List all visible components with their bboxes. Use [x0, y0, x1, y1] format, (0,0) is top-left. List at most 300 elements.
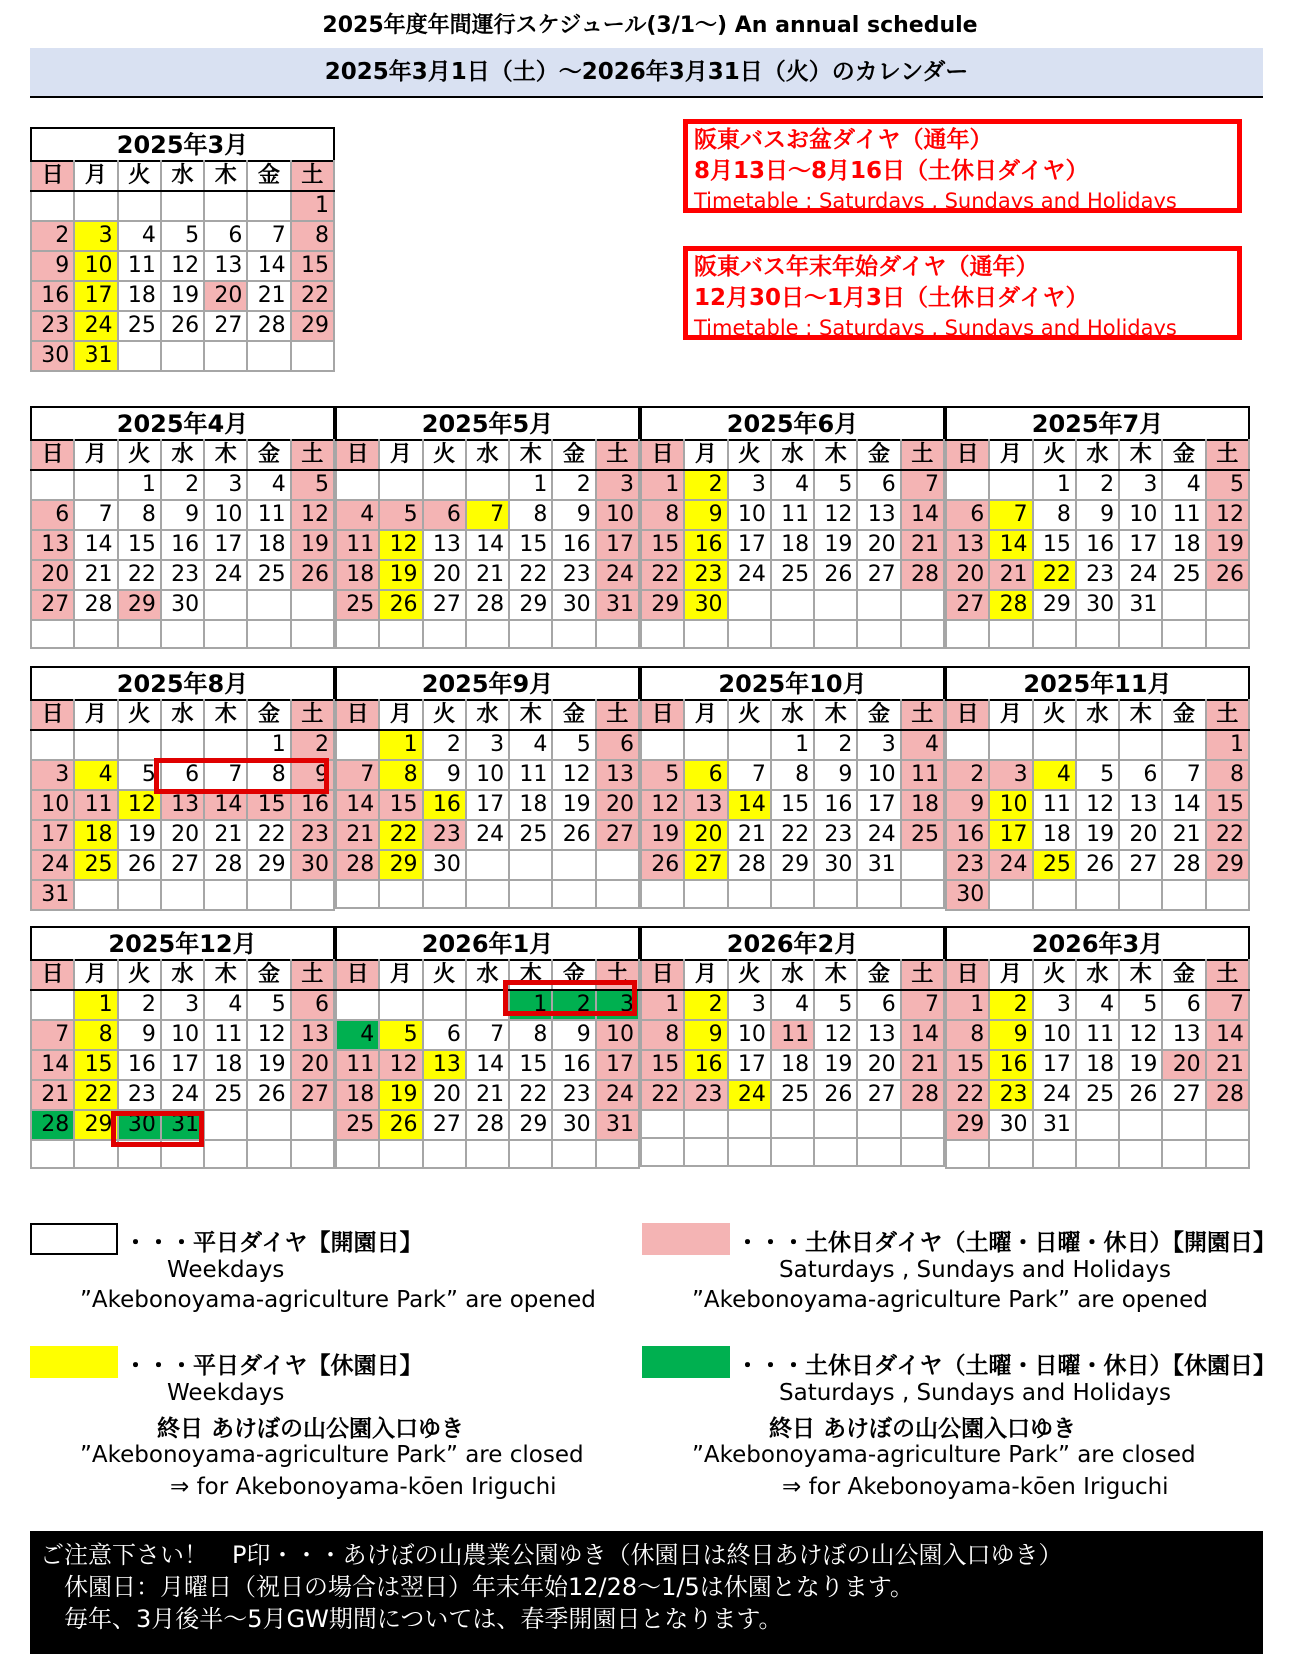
calendar-day: 3	[989, 760, 1032, 790]
calendar-day: 29	[509, 590, 552, 620]
calendar-empty-cell	[1162, 730, 1205, 760]
calendar-day: 18	[74, 820, 117, 850]
calendar-day: 13	[857, 500, 900, 530]
calendar-empty-cell	[509, 620, 552, 648]
calendar-day: 3	[728, 470, 771, 500]
calendar-day: 27	[31, 590, 74, 620]
weekday-header: 月	[989, 960, 1032, 990]
calendar-empty-cell	[423, 880, 466, 908]
calendar-day: 28	[74, 590, 117, 620]
calendar-day: 19	[814, 530, 857, 560]
calendar-day: 2	[552, 990, 595, 1020]
calendar-empty-cell	[31, 1140, 74, 1168]
weekday-header: 月	[684, 440, 727, 470]
calendar-empty-cell	[1033, 880, 1076, 910]
calendar-day: 12	[247, 1020, 290, 1050]
calendar-empty-cell	[901, 590, 944, 620]
calendar-day: 9	[423, 760, 466, 790]
calendar-day: 30	[989, 1110, 1032, 1140]
calendar-day: 31	[596, 1110, 639, 1140]
calendar-day: 30	[552, 1110, 595, 1140]
calendar-day: 1	[118, 470, 161, 500]
calendar-day: 1	[641, 470, 684, 500]
weekday-header: 金	[552, 960, 595, 990]
calendar-day: 9	[552, 1020, 595, 1050]
calendar-day: 17	[989, 820, 1032, 850]
calendar-day: 17	[1033, 1050, 1076, 1080]
weekday-header: 水	[771, 960, 814, 990]
month-title: 2025年5月	[335, 406, 640, 439]
calendar-day: 13	[423, 530, 466, 560]
calendar-day: 22	[118, 560, 161, 590]
month-title: 2025年10月	[640, 666, 945, 699]
weekday-header: 火	[423, 440, 466, 470]
weekday-header: 日	[336, 960, 379, 990]
calendar-day: 15	[509, 530, 552, 560]
calendar-day: 11	[1033, 790, 1076, 820]
calendar-day: 21	[1206, 1050, 1249, 1080]
calendar-day: 5	[1076, 760, 1119, 790]
calendar-day: 24	[857, 820, 900, 850]
calendar-day: 3	[857, 730, 900, 760]
calendar-day: 17	[1119, 530, 1162, 560]
calendar-empty-cell	[728, 620, 771, 648]
calendar-empty-cell	[814, 1138, 857, 1166]
calendar-empty-cell	[161, 730, 204, 760]
calendar-day: 16	[161, 530, 204, 560]
calendar-day: 7	[466, 1020, 509, 1050]
calendar-day: 29	[641, 590, 684, 620]
weekday-header: 日	[946, 960, 989, 990]
calendar-day: 26	[1076, 850, 1119, 880]
calendar-day: 20	[204, 281, 247, 311]
calendar-day: 13	[161, 790, 204, 820]
weekday-header: 土	[291, 700, 334, 730]
calendar-day: 4	[771, 990, 814, 1020]
calendar-day: 23	[31, 311, 74, 341]
calendar-day: 8	[1033, 500, 1076, 530]
calendar-day: 27	[291, 1080, 334, 1110]
calendar-day: 20	[423, 560, 466, 590]
calendar-day: 8	[509, 1020, 552, 1050]
legend-english: ⇒ for Akebonoyama-kōen Iriguchi	[782, 1474, 1169, 1500]
weekday-header: 土	[596, 440, 639, 470]
calendar-day: 22	[379, 820, 422, 850]
calendar-day: 20	[1162, 1050, 1205, 1080]
weekday-header: 木	[1119, 440, 1162, 470]
calendar-day: 7	[1162, 760, 1205, 790]
calendar-day: 30	[118, 1110, 161, 1140]
calendar-empty-cell	[989, 730, 1032, 760]
calendar-day: 25	[118, 311, 161, 341]
calendar-empty-cell	[684, 1110, 727, 1138]
calendar-day: 6	[31, 500, 74, 530]
calendar-empty-cell	[684, 880, 727, 908]
calendar-day: 17	[728, 1050, 771, 1080]
calendar-empty-cell	[684, 620, 727, 648]
calendar-empty-cell	[901, 850, 944, 880]
weekday-header: 金	[857, 960, 900, 990]
calendar-day: 10	[989, 790, 1032, 820]
calendar-day: 15	[74, 1050, 117, 1080]
month-calendar	[30, 406, 335, 649]
weekday-header: 日	[946, 440, 989, 470]
calendar-day: 26	[291, 560, 334, 590]
legend-label: ・・・土休日ダイヤ（土曜・日曜・休日）【休園日】	[736, 1353, 1277, 1379]
calendar-day: 21	[247, 281, 290, 311]
calendar-empty-cell	[684, 730, 727, 760]
calendar-day: 7	[466, 500, 509, 530]
calendar-day: 18	[509, 790, 552, 820]
calendar-day: 2	[814, 730, 857, 760]
calendar-empty-cell	[74, 191, 117, 221]
calendar-day: 18	[247, 530, 290, 560]
calendar-empty-cell	[1076, 620, 1119, 648]
month-title: 2025年3月	[30, 127, 335, 160]
calendar-day: 26	[247, 1080, 290, 1110]
weekday-header: 土	[291, 960, 334, 990]
calendar-day: 29	[118, 590, 161, 620]
weekday-header: 火	[423, 960, 466, 990]
calendar-day: 10	[596, 1020, 639, 1050]
page-title: 2025年度年間運行スケジュール(3/1～) An annual schedule	[322, 13, 978, 38]
weekday-header: 木	[814, 440, 857, 470]
calendar-day: 4	[771, 470, 814, 500]
weekday-header: 木	[204, 161, 247, 191]
calendar-day: 8	[247, 760, 290, 790]
calendar-day: 12	[1076, 790, 1119, 820]
calendar-empty-cell	[728, 590, 771, 620]
calendar-empty-cell	[1206, 1110, 1249, 1140]
calendar-day: 2	[552, 470, 595, 500]
calendar-day: 11	[1076, 1020, 1119, 1050]
calendar-day: 10	[728, 1020, 771, 1050]
calendar-day: 31	[161, 1110, 204, 1140]
calendar-empty-cell	[901, 1138, 944, 1166]
calendar-empty-cell	[1033, 730, 1076, 760]
calendar-day: 8	[291, 221, 334, 251]
calendar-empty-cell	[596, 1140, 639, 1168]
calendar-day: 6	[161, 760, 204, 790]
calendar-day: 16	[31, 281, 74, 311]
calendar-empty-cell	[118, 1140, 161, 1168]
legend-japanese-note: 終日 あけぼの山公園入口ゆき	[769, 1416, 1077, 1442]
calendar-empty-cell	[336, 880, 379, 908]
calendar-empty-cell	[989, 880, 1032, 910]
calendar-day: 15	[771, 790, 814, 820]
calendar-day: 23	[1076, 560, 1119, 590]
weekday-header: 水	[1076, 960, 1119, 990]
calendar-day: 14	[901, 1020, 944, 1050]
calendar-day: 22	[509, 560, 552, 590]
calendar-empty-cell	[118, 341, 161, 371]
calendar-day: 19	[247, 1050, 290, 1080]
calendar-day: 15	[1033, 530, 1076, 560]
calendar-empty-cell	[379, 1140, 422, 1168]
calendar-day: 8	[771, 760, 814, 790]
calendar-empty-cell	[641, 880, 684, 908]
calendar-empty-cell	[31, 730, 74, 760]
calendar-empty-cell	[728, 880, 771, 908]
calendar-day: 4	[247, 470, 290, 500]
calendar-day: 9	[684, 1020, 727, 1050]
month-title: 2025年9月	[335, 666, 640, 699]
weekday-header: 火	[1033, 440, 1076, 470]
calendar-day: 8	[509, 500, 552, 530]
calendar-empty-cell	[118, 880, 161, 910]
month-grid	[335, 439, 640, 649]
calendar-day: 14	[989, 530, 1032, 560]
calendar-day: 1	[74, 990, 117, 1020]
calendar-day: 11	[118, 251, 161, 281]
calendar-day: 3	[204, 470, 247, 500]
calendar-empty-cell	[901, 880, 944, 908]
calendar-empty-cell	[247, 191, 290, 221]
calendar-day: 28	[989, 590, 1032, 620]
calendar-empty-cell	[379, 470, 422, 500]
calendar-empty-cell	[161, 620, 204, 648]
calendar-day: 29	[247, 850, 290, 880]
calendar-day: 17	[204, 530, 247, 560]
calendar-day: 31	[31, 880, 74, 910]
notice-dates: 8月13日～8月16日（土休日ダイヤ）	[694, 158, 1089, 184]
calendar-day: 17	[161, 1050, 204, 1080]
weekday-header: 火	[1033, 700, 1076, 730]
month-calendar	[335, 666, 640, 909]
weekday-header: 水	[771, 700, 814, 730]
month-title: 2025年11月	[945, 666, 1250, 699]
calendar-day: 28	[901, 560, 944, 590]
calendar-day: 9	[31, 251, 74, 281]
calendar-day: 14	[204, 790, 247, 820]
calendar-empty-cell	[466, 620, 509, 648]
calendar-day: 23	[814, 820, 857, 850]
calendar-day: 27	[1119, 850, 1162, 880]
month-grid	[945, 699, 1250, 911]
calendar-empty-cell	[247, 1140, 290, 1168]
weekday-header: 土	[291, 161, 334, 191]
month-grid	[30, 160, 335, 372]
calendar-day: 1	[946, 990, 989, 1020]
calendar-empty-cell	[552, 850, 595, 880]
calendar-day: 7	[989, 500, 1032, 530]
weekday-header: 木	[1119, 960, 1162, 990]
calendar-empty-cell	[291, 590, 334, 620]
calendar-day: 6	[423, 1020, 466, 1050]
calendar-day: 29	[291, 311, 334, 341]
calendar-day: 9	[161, 500, 204, 530]
calendar-day: 1	[771, 730, 814, 760]
calendar-day: 7	[1206, 990, 1249, 1020]
calendar-day: 5	[641, 760, 684, 790]
weekday-header: 日	[336, 700, 379, 730]
calendar-day: 5	[161, 221, 204, 251]
weekday-header: 月	[989, 440, 1032, 470]
calendar-day: 7	[336, 760, 379, 790]
calendar-empty-cell	[423, 1140, 466, 1168]
calendar-day: 17	[466, 790, 509, 820]
calendar-day: 6	[857, 470, 900, 500]
calendar-empty-cell	[552, 1140, 595, 1168]
weekday-header: 火	[1033, 960, 1076, 990]
calendar-day: 4	[1076, 990, 1119, 1020]
calendar-empty-cell	[814, 620, 857, 648]
calendar-empty-cell	[814, 1110, 857, 1138]
calendar-day: 2	[946, 760, 989, 790]
month-grid	[30, 959, 335, 1169]
month-title: 2025年12月	[30, 926, 335, 959]
weekday-header: 水	[466, 960, 509, 990]
calendar-day: 16	[989, 1050, 1032, 1080]
calendar-day: 18	[336, 1080, 379, 1110]
calendar-day: 27	[946, 590, 989, 620]
calendar-day: 8	[641, 500, 684, 530]
calendar-empty-cell	[161, 191, 204, 221]
calendar-empty-cell	[247, 1110, 290, 1140]
calendar-empty-cell	[336, 470, 379, 500]
calendar-day: 12	[552, 760, 595, 790]
weekday-header: 水	[771, 440, 814, 470]
calendar-day: 13	[1162, 1020, 1205, 1050]
calendar-day: 30	[31, 341, 74, 371]
calendar-day: 17	[596, 1050, 639, 1080]
calendar-day: 15	[291, 251, 334, 281]
weekday-header: 土	[291, 440, 334, 470]
calendar-day: 21	[74, 560, 117, 590]
calendar-day: 1	[509, 470, 552, 500]
calendar-day: 27	[857, 1080, 900, 1110]
calendar-empty-cell	[901, 620, 944, 648]
weekday-header: 日	[31, 960, 74, 990]
calendar-empty-cell	[74, 730, 117, 760]
calendar-empty-cell	[814, 880, 857, 908]
month-grid	[945, 959, 1250, 1169]
calendar-empty-cell	[1206, 620, 1249, 648]
calendar-day: 15	[641, 530, 684, 560]
calendar-day: 12	[1206, 500, 1249, 530]
weekday-header: 月	[989, 700, 1032, 730]
calendar-day: 13	[291, 1020, 334, 1050]
calendar-day: 4	[74, 760, 117, 790]
calendar-day: 20	[946, 560, 989, 590]
calendar-empty-cell	[1076, 1140, 1119, 1168]
calendar-day: 11	[336, 530, 379, 560]
calendar-day: 5	[379, 500, 422, 530]
weekday-header: 金	[1162, 440, 1205, 470]
calendar-day: 17	[857, 790, 900, 820]
calendar-day: 18	[771, 1050, 814, 1080]
weekday-header: 土	[901, 960, 944, 990]
calendar-day: 25	[771, 1080, 814, 1110]
calendar-empty-cell	[1162, 880, 1205, 910]
calendar-day: 10	[728, 500, 771, 530]
calendar-empty-cell	[1119, 1110, 1162, 1140]
weekday-header: 金	[247, 700, 290, 730]
calendar-day: 27	[1162, 1080, 1205, 1110]
calendar-day: 22	[247, 820, 290, 850]
calendar-day: 28	[901, 1080, 944, 1110]
footer-line: 休園日：月曜日（祝日の場合は翌日）年末年始12/28～1/5は休園となります。	[40, 1573, 914, 1601]
calendar-empty-cell	[118, 730, 161, 760]
legend-label: ・・・土休日ダイヤ（土曜・日曜・休日）【開園日】	[736, 1230, 1277, 1256]
legend-japanese-note: 終日 あけぼの山公園入口ゆき	[157, 1416, 465, 1442]
calendar-empty-cell	[291, 341, 334, 371]
calendar-day: 30	[161, 590, 204, 620]
calendar-day: 17	[31, 820, 74, 850]
calendar-day: 3	[596, 470, 639, 500]
calendar-day: 14	[728, 790, 771, 820]
calendar-empty-cell	[466, 990, 509, 1020]
month-title: 2026年1月	[335, 926, 640, 959]
calendar-day: 1	[379, 730, 422, 760]
calendar-day: 15	[509, 1050, 552, 1080]
calendar-day: 12	[291, 500, 334, 530]
calendar-empty-cell	[247, 341, 290, 371]
calendar-day: 26	[379, 590, 422, 620]
calendar-day: 3	[31, 760, 74, 790]
weekday-header: 火	[118, 700, 161, 730]
calendar-day: 8	[118, 500, 161, 530]
calendar-empty-cell	[552, 880, 595, 908]
calendar-range-subtitle: 2025年3月1日（土）～2026年3月31日（火）のカレンダー	[30, 48, 1263, 96]
calendar-day: 5	[118, 760, 161, 790]
calendar-empty-cell	[989, 620, 1032, 648]
calendar-day: 28	[1162, 850, 1205, 880]
weekday-header: 金	[552, 440, 595, 470]
calendar-day: 4	[118, 221, 161, 251]
calendar-day: 2	[1076, 470, 1119, 500]
legend-label: ・・・平日ダイヤ【休園日】	[124, 1353, 423, 1379]
calendar-empty-cell	[247, 590, 290, 620]
calendar-day: 16	[291, 790, 334, 820]
legend-english: Saturdays , Sundays and Holidays	[779, 1257, 1171, 1283]
calendar-empty-cell	[204, 590, 247, 620]
calendar-day: 22	[509, 1080, 552, 1110]
calendar-empty-cell	[1119, 620, 1162, 648]
legend-swatch-yellow	[30, 1346, 118, 1378]
calendar-day: 24	[466, 820, 509, 850]
weekday-header: 日	[641, 700, 684, 730]
calendar-empty-cell	[1119, 880, 1162, 910]
calendar-day: 5	[1119, 990, 1162, 1020]
month-calendar	[640, 926, 945, 1167]
calendar-day: 9	[552, 500, 595, 530]
calendar-day: 9	[814, 760, 857, 790]
calendar-day: 13	[423, 1050, 466, 1080]
calendar-empty-cell	[1076, 880, 1119, 910]
calendar-empty-cell	[857, 1110, 900, 1138]
calendar-day: 7	[901, 990, 944, 1020]
calendar-day: 16	[684, 1050, 727, 1080]
calendar-day: 22	[946, 1080, 989, 1110]
calendar-day: 26	[118, 850, 161, 880]
calendar-empty-cell	[31, 620, 74, 648]
calendar-empty-cell	[291, 1110, 334, 1140]
calendar-day: 26	[552, 820, 595, 850]
calendar-empty-cell	[336, 990, 379, 1020]
calendar-day: 25	[771, 560, 814, 590]
calendar-day: 21	[204, 820, 247, 850]
month-title: 2025年8月	[30, 666, 335, 699]
calendar-day: 12	[1119, 1020, 1162, 1050]
calendar-day: 1	[641, 990, 684, 1020]
weekday-header: 日	[31, 700, 74, 730]
weekday-header: 木	[814, 700, 857, 730]
calendar-day: 25	[336, 1110, 379, 1140]
calendar-day: 20	[596, 790, 639, 820]
calendar-day: 2	[31, 221, 74, 251]
month-title: 2026年3月	[945, 926, 1250, 959]
